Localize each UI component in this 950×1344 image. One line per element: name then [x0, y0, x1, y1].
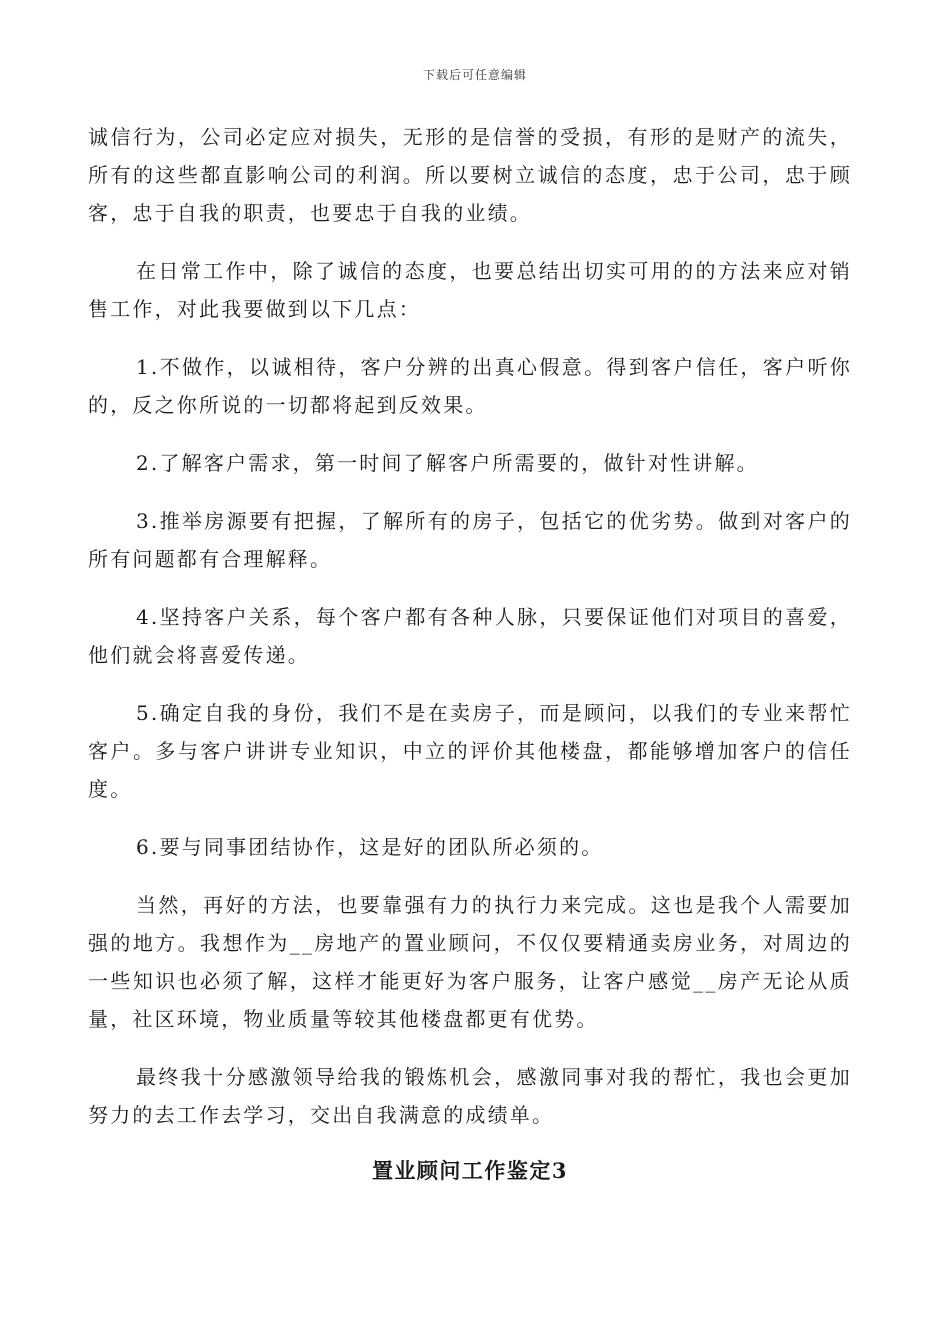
paragraph-execution: 当然，再好的方法，也要靠强有力的执行力来完成。这也是我个人需要加强的地方。我想作为__房地产的置业顾问，不仅仅要精通卖房业务，对周边的一些知识也必须了解，这样才能更好为客户服务，让客户感觉__房产无论从质量，社区环境，物业质量等较其他楼盘都更有优势。	[88, 893, 852, 1031]
section-title: 置业顾问工作鉴定3	[371, 1158, 569, 1183]
paragraph-integrity: 诚信行为，公司必定应对损失，无形的是信誉的受损，有形的是财产的流失，所有的这些都直影响公司的利润。所以要树立诚信的态度，忠于公司，忠于顾客，忠于自我的职责，也要忠于自我的业绩。	[88, 125, 852, 225]
paragraph-closing: 最终我十分感激领导给我的锻炼机会，感激同事对我的帮忙，我也会更加努力的去工作去学习，交出自我满意的成绩单。	[88, 1065, 852, 1127]
list-item-6: 6.要与同事团结协作，这是好的团队所必须的。	[136, 835, 604, 859]
list-item-5: 5.确定自我的身份，我们不是在卖房子，而是顾问，以我们的专业来帮忙客户。多与客户讲讲专业知识，中立的评价其他楼盘，都能够增加客户的信任度。	[88, 701, 852, 801]
list-item-2: 2.了解客户需求，第一时间了解客户所需要的，做针对性讲解。	[136, 451, 759, 475]
list-item-3: 3.推举房源要有把握，了解所有的房子，包括它的优劣势。做到对客户的所有问题都有合理解释。	[88, 509, 852, 571]
header-note: 下载后可任意编辑	[422, 68, 527, 82]
paragraph-work-methods: 在日常工作中，除了诚信的态度，也要总结出切实可用的的方法来应对销售工作，对此我要做到以下几点：	[88, 259, 852, 321]
document-body	[88, 118, 852, 1186]
list-item-1: 1.不做作，以诚相待，客户分辨的出真心假意。得到客户信任，客户听你的，反之你所说的一切都将起到反效果。	[88, 355, 852, 417]
list-item-4: 4.坚持客户关系，每个客户都有各种人脉，只要保证他们对项目的喜爱，他们就会将喜爱传递。	[88, 605, 852, 667]
